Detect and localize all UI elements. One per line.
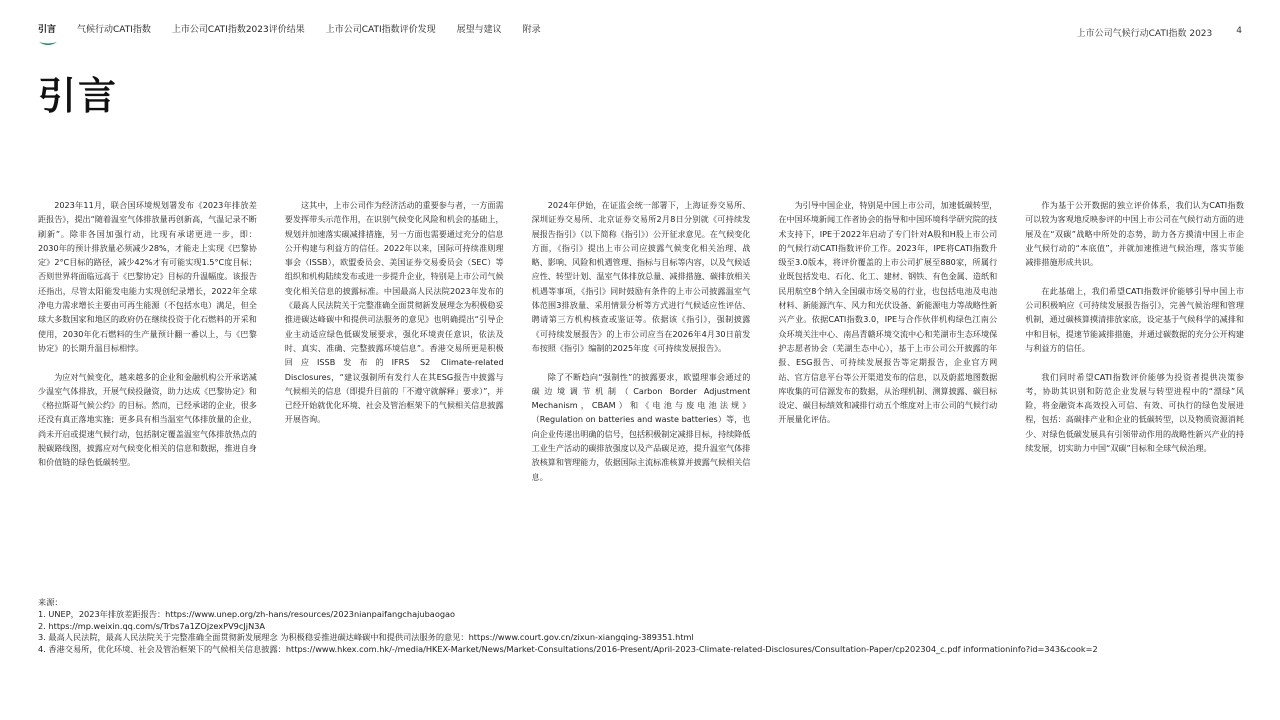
top-nav xyxy=(38,22,562,35)
paragraph: 这其中，上市公司作为经济活动的重要参与者，一方面需要发挥带头示范作用，在识别气候变化风险和机会的基础上，规划并加速落实碳减排措施，另一方面也需要通过充分的信息公开构建与利益方的信任。2022年以来，国际可持续准则理事会（ISSB），欧盟委员会、美国证券交易委员会（SEC）等组织和机构陆续发布或进一步提升企业，特别是上市公司气候变化相关信息的披露标准。中国最高人民法院2023年发布的《最高人民法院关于完整准确全面贯彻新发展理念为积极稳妥推进碳达峰碳中和提供司法服务的意见》也明确提出“引导企业主动适应绿色低碳发展要求，强化环境责任意识，依法及时、真实、准确、完整披露环境信息”。香港交易所更是积极回应ISSB发布的IFRS S2 Climate-related Disclosures，“建议强制所有发行人在其ESG报告中披露与气候相关的信息（即提升目前的「不遵守就解释」要求）”，并已经开始就优化环境、社会及管治框架下的气候相关信息披露开展咨询。 xyxy=(284,200,504,425)
nav-item-intro[interactable]: 引言 xyxy=(38,25,57,35)
text-column-1 xyxy=(38,198,257,484)
paragraph: 2024年伊始，在证监会统一部署下，上海证券交易所、深圳证券交易所、北京证券交易所2月8日分别就《可持续发展报告指引》（以下简称《指引》）公开征求意见。在气候变化方面，《指引》提出上市公司应披露气候变化相关治理、战略、影响、风险和机遇管理、指标与目标等内容，以及气候适应性、转型计划、温室气体排放总量、减排措施、碳排放相关机遇等事项，《指引》同时鼓励有条件的上市公司披露温室气体范围3排放量、采用情景分析等方式进行气候适应性评估、聘请第三方机构核查或鉴证等。依据该《指引》，强制披露《可持续发展报告》的上市公司应当在2026年4月30日前发布按照《指引》编制的2025年度《可持续发展报告》。 xyxy=(531,200,751,353)
text-column-4 xyxy=(778,198,997,484)
text-column-5 xyxy=(1025,198,1244,484)
paragraph: 我们同时希望CATI指数评价能够为投资者提供决策参考，协助其识别和防范企业发展与转型进程中的“漂绿”风险，将金融资本高效投入可信、有效、可执行的绿色发展进程，包括：高碳排产业和企业的低碳转型，以及物质资源消耗少、对绿色低碳发展具有引领带动作用的战略性新兴产业的持续发展，切实助力中国“双碳”目标和全球气候治理。 xyxy=(1025,371,1244,454)
nav-item-outlook[interactable]: 展望与建议 xyxy=(456,25,502,35)
body-columns xyxy=(38,198,1244,484)
report-title: 上市公司气候行动CATI指数 2023 xyxy=(1076,29,1213,39)
nav-item-2023-results[interactable]: 上市公司CATI指数2023评价结果 xyxy=(171,25,305,35)
sources-label: 来源： xyxy=(38,597,63,607)
text-column-3 xyxy=(532,198,751,484)
nav-item-findings[interactable]: 上市公司CATI指数评价发现 xyxy=(325,25,436,35)
source-item[interactable]: 4. 香港交易所，优化环境、社会及管治框架下的气候相关信息披露：https://www.hkex.com.hk/-/media/HKEX-Market/News/Market-Consultations/2016-Present/April-2023-Climate-related-Disclosures/Consultation-Paper/cp202304_c.pdf informationinfo?id=343&cook=2 xyxy=(38,644,1098,655)
paragraph: 为应对气候变化，越来越多的企业和金融机构公开承诺减少温室气体排放，开展气候投融资，助力达成《巴黎协定》和《格拉斯哥气候公约》的目标。然而，已经承诺的企业，很多还没有真正落地实施；更多具有相当温室气体排放量的企业，尚未开启或提速气候行动，包括制定覆盖温室气体排放热点的脱碳路线图，披露应对气候变化相关的信息和数据，推进自身和价值链的绿色低碳转型。 xyxy=(38,371,257,468)
active-nav-swoosh-icon xyxy=(38,39,58,47)
nav-item-cati-index[interactable]: 气候行动CATI指数 xyxy=(77,25,151,35)
paragraph: 在此基础上，我们希望CATI指数评价能够引导中国上市公司积极响应《可持续发展报告指引》，完善气候治理和管理机制，通过碳核算摸清排放家底，设定基于气候科学的减排和中和目标，提速节能减排措施，并通过碳数据的充分公开构建与利益方的信任。 xyxy=(1025,285,1244,353)
text-column-2 xyxy=(285,198,504,484)
source-item[interactable]: 3. 最高人民法院，最高人民法院关于完整准确全面贯彻新发展理念 为积极稳妥推进碳达峰碳中和提供司法服务的意见：https://www.court.gov.cn/zixun-xiangqing-389351.html xyxy=(38,632,694,643)
page-number: 4 xyxy=(1236,26,1242,36)
paragraph: 作为基于公开数据的独立评价体系，我们认为CATI指数可以较为客观地反映参评的中国上市公司在气候行动方面的进展及在“双碳”战略中所处的态势，助力各方摸清中国上市企业气候行动的“本底值”，并就加速推进气候治理，落实节能减排措施形成共识。 xyxy=(1025,200,1244,268)
page-header xyxy=(1077,26,1242,39)
paragraph: 为引导中国企业，特别是中国上市公司，加速低碳转型，在中国环境新闻工作者协会的指导和中国环境科学研究院的技术支持下，IPE于2022年启动了专门针对A股和H股上市公司的气候行动CATI指数评价工作。2023年，IPE将CATI指数升级至3.0版本，将评价覆盖的上市公司扩展至880家，所属行业既包括发电、石化、化工、建材、钢铁、有色金属、造纸和民用航空8个纳入全国碳市场交易的行业，也包括电池及电池材料、新能源汽车、风力和光伏设备、新能源电力等战略性新兴产业。依据CATI指数3.0，IPE与合作伙伴机构绿色江南公众环境关注中心、南昌青赣环境交流中心和芜湖市生态环境保护志愿者协会（芜湖生态中心），基于上市公司公开披露的年报、ESG报告、可持续发展报告等定期报告，企业官方网站、官方信息平台等公开渠道发布的信息，以及蔚蓝地图数据库收集的可信源发布的数据，从治理机制、测算披露、碳目标设定、碳目标绩效和减排行动五个维度对上市公司的气候行动开展量化评估。 xyxy=(778,200,998,425)
paragraph: 2023年11月，联合国环境规划署发布《2023年排放差距报告》，提出“随着温室气体排放量再创新高，气温记录不断刷新”。除非各国加强行动，比现有承诺更进一步，即：2030年的预计排放量必须减少28%，才能走上实现《巴黎协定》2°C目标的路径，减少42%才有可能实现1.5°C度目标；否则世界将面临远高于《巴黎协定》目标的升温幅度。该报告还指出，尽管太阳能发电能力实现创纪录增长，2022年全球净电力需求增长主要由可再生能源（不包括水电）满足，但全球大多数国家和地区的政府仍在继续投资于化石燃料的开采和使用，2030年化石燃料的生产量预计翻一番以上，与《巴黎协定》的长期升温目标相悖。 xyxy=(38,200,257,353)
source-item[interactable]: 1. UNEP，2023年排放差距报告：https://www.unep.org/zh-hans/resources/2023nianpaifangchajubaogao xyxy=(38,608,456,619)
page-title: 引言 xyxy=(38,74,119,118)
nav-item-appendix[interactable]: 附录 xyxy=(522,25,541,35)
source-item[interactable]: 2. https://mp.weixin.qq.com/s/Trbs7a1ZOjzexPV9cJjN3A xyxy=(38,620,266,631)
sources-footnotes xyxy=(38,597,1248,656)
paragraph: 除了不断趋向“强制性”的披露要求，欧盟理事会通过的碳边境调节机制（Carbon Border Adjustment Mechanism，CBAM）和《电池与废电池法规》（Regulation on batteries and waste batteries）等，也向企业传递出明确的信号，包括积极制定减排目标，持续降低工业生产活动的碳排放强度以及产品碳足迹，提升温室气体排放核算和管理能力，依据国际主流标准核算并披露气候相关信息。 xyxy=(531,371,751,482)
